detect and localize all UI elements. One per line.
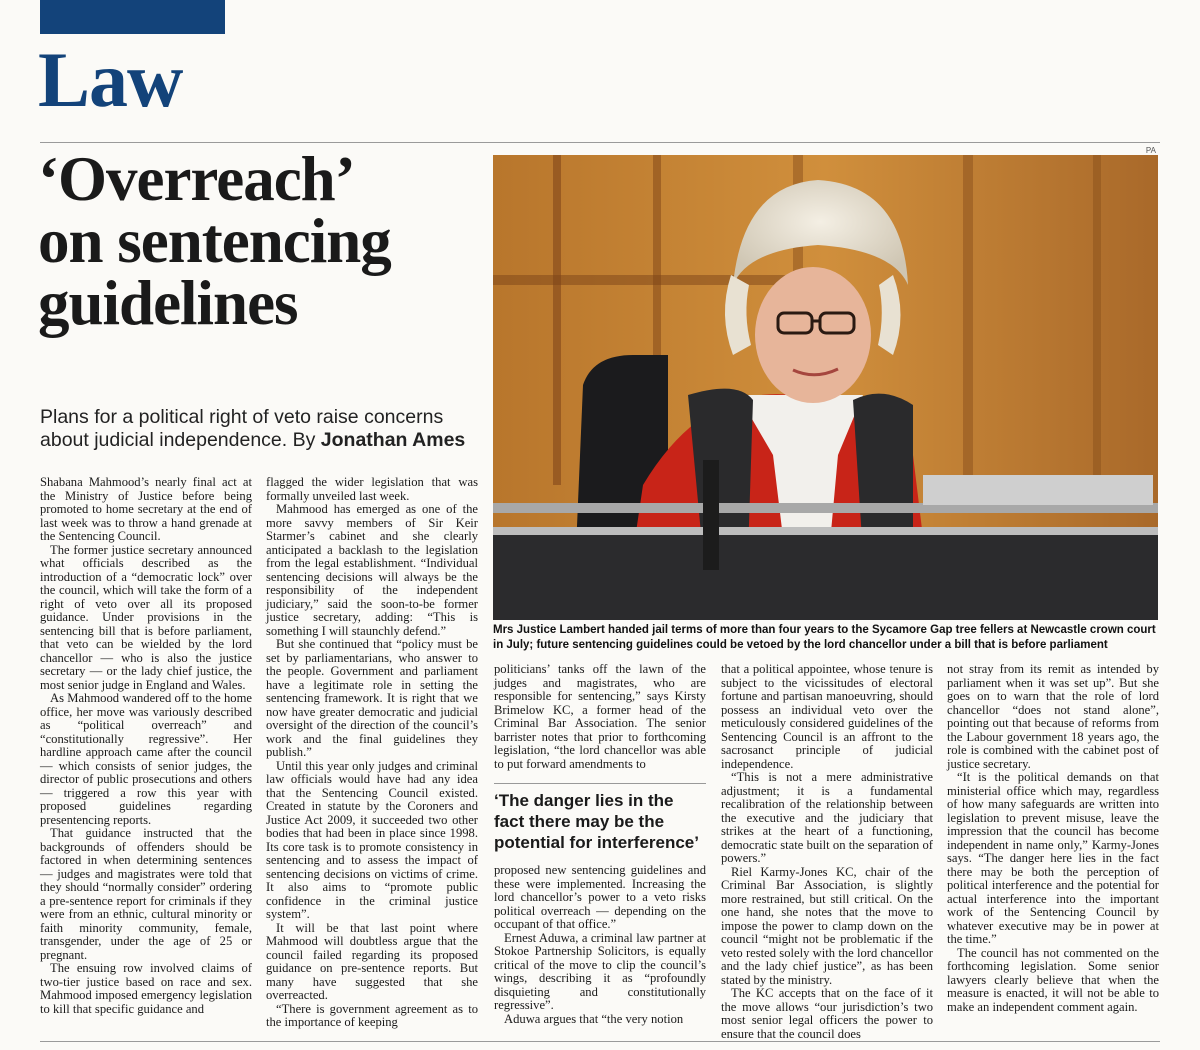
paragraph: The former justice secretary announced what officials described as the introduction of a “democratic lock” over the council, which will take the form of a right of veto over all its proposed guidance. Under provisions in the sentencing bill that is before parliament, that veto can be wielded by the lord chancellor — who is also the justice secretary — or the lady chief justice, the most senior judge in England and Wales. [40, 542, 252, 692]
pull-quote: ‘The danger lies in the fact there may be the potential for interference’ [494, 783, 706, 853]
headline [38, 144, 488, 338]
judge-photo [493, 155, 1158, 620]
paragraph: Mahmood has emerged as one of the more savvy members of Sir Keir Starmer’s cabinet and she clearly anticipated a backlash to the legislation from the legal establishment. “Individual sentencing decisions will always be the responsibility of the independent judiciary,” said the soon-to-be former justice secretary, adding: “This is something I will staunchly defend.” [266, 502, 478, 638]
section-title: Law [38, 36, 183, 123]
photo-caption: Mrs Justice Lambert handed jail terms of more than four years to the Sycamore Gap tree fellers at Newcastle crown court in July; future sentencing guidelines could be vetoed by the lord chancellor under a bill that is before parliament [493, 624, 1156, 651]
footer-rule [40, 1041, 1160, 1042]
paragraph: It will be that last point where Mahmood will doubtless argue that the council failed regarding its proposed guidance on pre-sentence reports. But many have suggested that she overreacted. [266, 920, 478, 1002]
paragraph: That guidance instructed that the backgrounds of offenders should be factored in when determining sentences — judges and magistrates were told that they should “normally consider” ordering a pre-sentence report for criminals if they were from an ethnic, cultural minority or faith minority community, female, transgender, under the age of 25 or pregnant. [40, 826, 252, 962]
paragraph: Shabana Mahmood’s nearly final act at the Ministry of Justice before being promoted to home secretary at the end of last week was to throw a hand grenade at the Sentencing Council. [40, 475, 252, 543]
headline-line-2: on sentencing [38, 206, 391, 276]
paragraph: Aduwa argues that “the very notion [504, 1011, 684, 1026]
paragraph: But she continued that “policy must be set by parliamentarians, who answer to the people. Government and parliament have a legitimate role in setting the sentencing framework. It is right that we now have greater democratic and judicial oversight of the direction of the council’s work and the final guidelines they publish.” [266, 637, 478, 759]
paragraph: Ernest Aduwa, a criminal law partner at Stokoe Partnership Solicitors, is equally critical of the move to clip the council’s wings, describing it as “profoundly disquieting and constitutionally regressive”. [494, 930, 706, 1012]
body-column-5 [947, 663, 1159, 1014]
body-column-1 [40, 476, 252, 1016]
body-column-2 [266, 476, 478, 1030]
headline-line-3: guidelines [38, 268, 298, 338]
paragraph: The ensuing row involved claims of two-tier justice based on race and sex. Mahmood imposed emergency legislation to kill that specific guidance and [40, 961, 252, 1016]
paragraph: Until this year only judges and criminal law officials would have had any idea that the Sentencing Council existed. Created in statute by the Coroners and Justice Act 2009, it succeeded two other bodies that had been in place since 1998. Its core task is to promote consistency in sentencing and to assess the impact of sentencing decisions on victims of crime. It also aims to “promote public confidence in the criminal justice system”. [266, 758, 478, 921]
body-column-3-top [494, 663, 706, 771]
paragraph: that a political appointee, whose tenure is subject to the vicissitudes of electoral fortune and partisan manoeuvring, should possess an individual veto over the meticulously considered guidelines of the Sentencing Council is an affront to the sacrosanct principle of judicial independence. [721, 662, 933, 771]
headline-line-1: ‘Overreach’ [38, 144, 355, 214]
section-color-bar [40, 0, 225, 34]
body-column-3-bottom [494, 864, 706, 1026]
header-rule [40, 142, 1160, 143]
standfirst-text: Plans for a political right of veto raise concerns about judicial independence. By [40, 406, 444, 451]
body-column-4 [721, 663, 933, 1041]
paragraph: not stray from its remit as intended by parliament when it was set up”. But she goes on to warn that the role of lord chancellor “does not stand alone”, pointing out that because of reforms from the Labour government 18 years ago, the role is combined with the cabinet post of justice secretary. [947, 662, 1159, 771]
paragraph: proposed new sentencing guidelines and these were implemented. Increasing the lord chancellor’s power to a veto risks political overreach — depending on the occupant of that office.” [494, 863, 706, 931]
standfirst [40, 406, 485, 452]
byline: Jonathan Ames [320, 429, 466, 451]
paragraph: politicians’ tanks off the lawn of the judges and magistrates, who are responsible for sentencing,” says Kirsty Brimelow KC, a former head of the Criminal Bar Association. The senior barrister notes that prior to forthcoming legislation, “the lord chancellor was able to put forward amendments to [494, 662, 706, 771]
paragraph: “This is not a mere administrative adjustment; it is a fundamental recalibration of the relationship between the executive and the judiciary that strikes at the heart of a functioning, democratic state built on the separation of powers.” [721, 770, 933, 865]
photo-credit: PA [1145, 146, 1156, 155]
paragraph: “It is the political demands on that ministerial office which may, regardless of how many safeguards are written into legislation to prevent misuse, leave the impression that the council has become independent in name only,” Karmy-Jones says. “The danger here lies in the fact there may be both the perception of political interference and the potential for actual interference into the important work of the Sentencing Council by whatever executive may be in power at the time.” [947, 770, 1159, 946]
paragraph: The KC accepts that on the face of it the move allows “our jurisdiction’s two most senior legal officers the power to ensure that the council does [721, 986, 933, 1041]
paragraph: “There is government agreement as to the importance of keeping [266, 1001, 478, 1029]
paragraph: Riel Karmy-Jones KC, chair of the Criminal Bar Association, is slightly more restrained, but still critical. On the one hand, she notes that the move to impose the power to clamp down on the council “might not be problematic if the veto rested solely with the lord chancellor and the lady chief justice”, as has been stated by the ministry. [721, 864, 933, 987]
paragraph: flagged the wider legislation that was formally unveiled last week. [266, 475, 478, 503]
paragraph: As Mahmood wandered off to the home office, her move was variously described as “political overreach” and “constitutionally regressive”. Her hardline approach came after the council — which consists of senior judges, the director of public prosecutions and others — triggered a row this year with proposed guidelines regarding presentencing reports. [40, 691, 252, 827]
paragraph: The council has not commented on the forthcoming legislation. Some senior lawyers clearly believe that when the measure is enacted, it will not be able to make an independent comment again. [947, 945, 1159, 1014]
